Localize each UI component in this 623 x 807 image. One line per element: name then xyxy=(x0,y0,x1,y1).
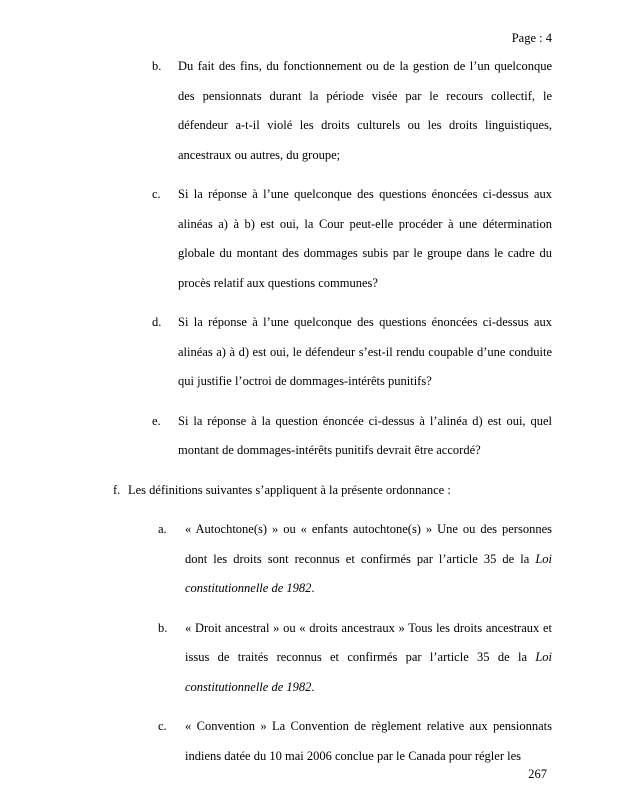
list-item-b xyxy=(152,52,552,170)
definition-item-b xyxy=(158,614,552,703)
list-item-c xyxy=(152,180,552,298)
list-item-marker: f. xyxy=(113,482,121,497)
definition-text xyxy=(185,614,552,703)
list-item-e xyxy=(152,407,552,466)
definition-text-italic-statute: Loi constitutionnelle de 1982 xyxy=(185,650,552,694)
list-item-text: Les définitions suivantes s’appliquent à la présente ordonnance : xyxy=(128,482,451,497)
list-item-marker: e. xyxy=(152,413,161,428)
list-item-marker: b. xyxy=(152,59,162,73)
list-item-marker: d. xyxy=(152,315,162,329)
definition-text-plain: « Convention » La Convention de règlement relative aux pensionnats indiens datée du 10 mai 2006 conclue par le Canada pour régler les xyxy=(185,719,552,763)
definition-text-italic-statute: Loi constitutionnelle de 1982 xyxy=(185,551,552,595)
list-item-marker: b. xyxy=(158,620,168,635)
list-item-marker: c. xyxy=(152,187,161,201)
list-item-text: Du fait des fins, du fonctionnement ou de la gestion de l’un quelconque des pensionnats durant la période visée par le recours collectif, le défendeur a-t-il violé les droits culturels ou les droits linguistiques, ancestraux ou autres, du groupe; xyxy=(178,59,552,162)
definition-text-plain: . xyxy=(311,679,315,694)
page-number-footer: 267 xyxy=(528,767,547,781)
definition-text xyxy=(185,712,552,771)
list-item-text: Si la réponse à l’une quelconque des questions énoncées ci-dessus aux alinéas a) à d) est oui, le défendeur s’est-il rendu coupable d’une conduite qui justifie l’octroi de dommages-intérêts punitifs? xyxy=(178,315,552,388)
definition-text-plain: « Droit ancestral » ou « droits ancestraux » Tous les droits ancestraux et issus de traités reconnus et confirmés par l’article 35 de la xyxy=(185,620,552,664)
list-item-text: Si la réponse à la question énoncée ci-dessus à l’alinéa d) est oui, quel montant de dommages-intérêts punitifs devrait être accordé? xyxy=(178,413,552,457)
document-body xyxy=(0,52,623,781)
list-item-marker: c. xyxy=(158,719,167,733)
definition-text xyxy=(185,515,552,604)
list-item-f-definitions-intro xyxy=(113,476,552,506)
definition-item-c xyxy=(158,712,552,771)
definition-text-plain: « Autochtone(s) » ou « enfants autochtone(s) » Une ou des personnes dont les droits sont reconnus et confirmés par l’article 35 de la xyxy=(185,522,552,566)
list-item-d xyxy=(152,308,552,397)
list-item-text: Si la réponse à l’une quelconque des questions énoncées ci-dessus aux alinéas a) à b) est oui, la Cour peut-elle procéder à une détermination globale du montant des dommages subis par le groupe dans le cadre du procès relatif aux questions communes? xyxy=(178,187,552,290)
page-header-label: Page : 4 xyxy=(511,31,552,45)
list-item-marker: a. xyxy=(158,522,167,536)
definition-item-a xyxy=(158,515,552,604)
definition-text-plain: . xyxy=(311,581,315,595)
